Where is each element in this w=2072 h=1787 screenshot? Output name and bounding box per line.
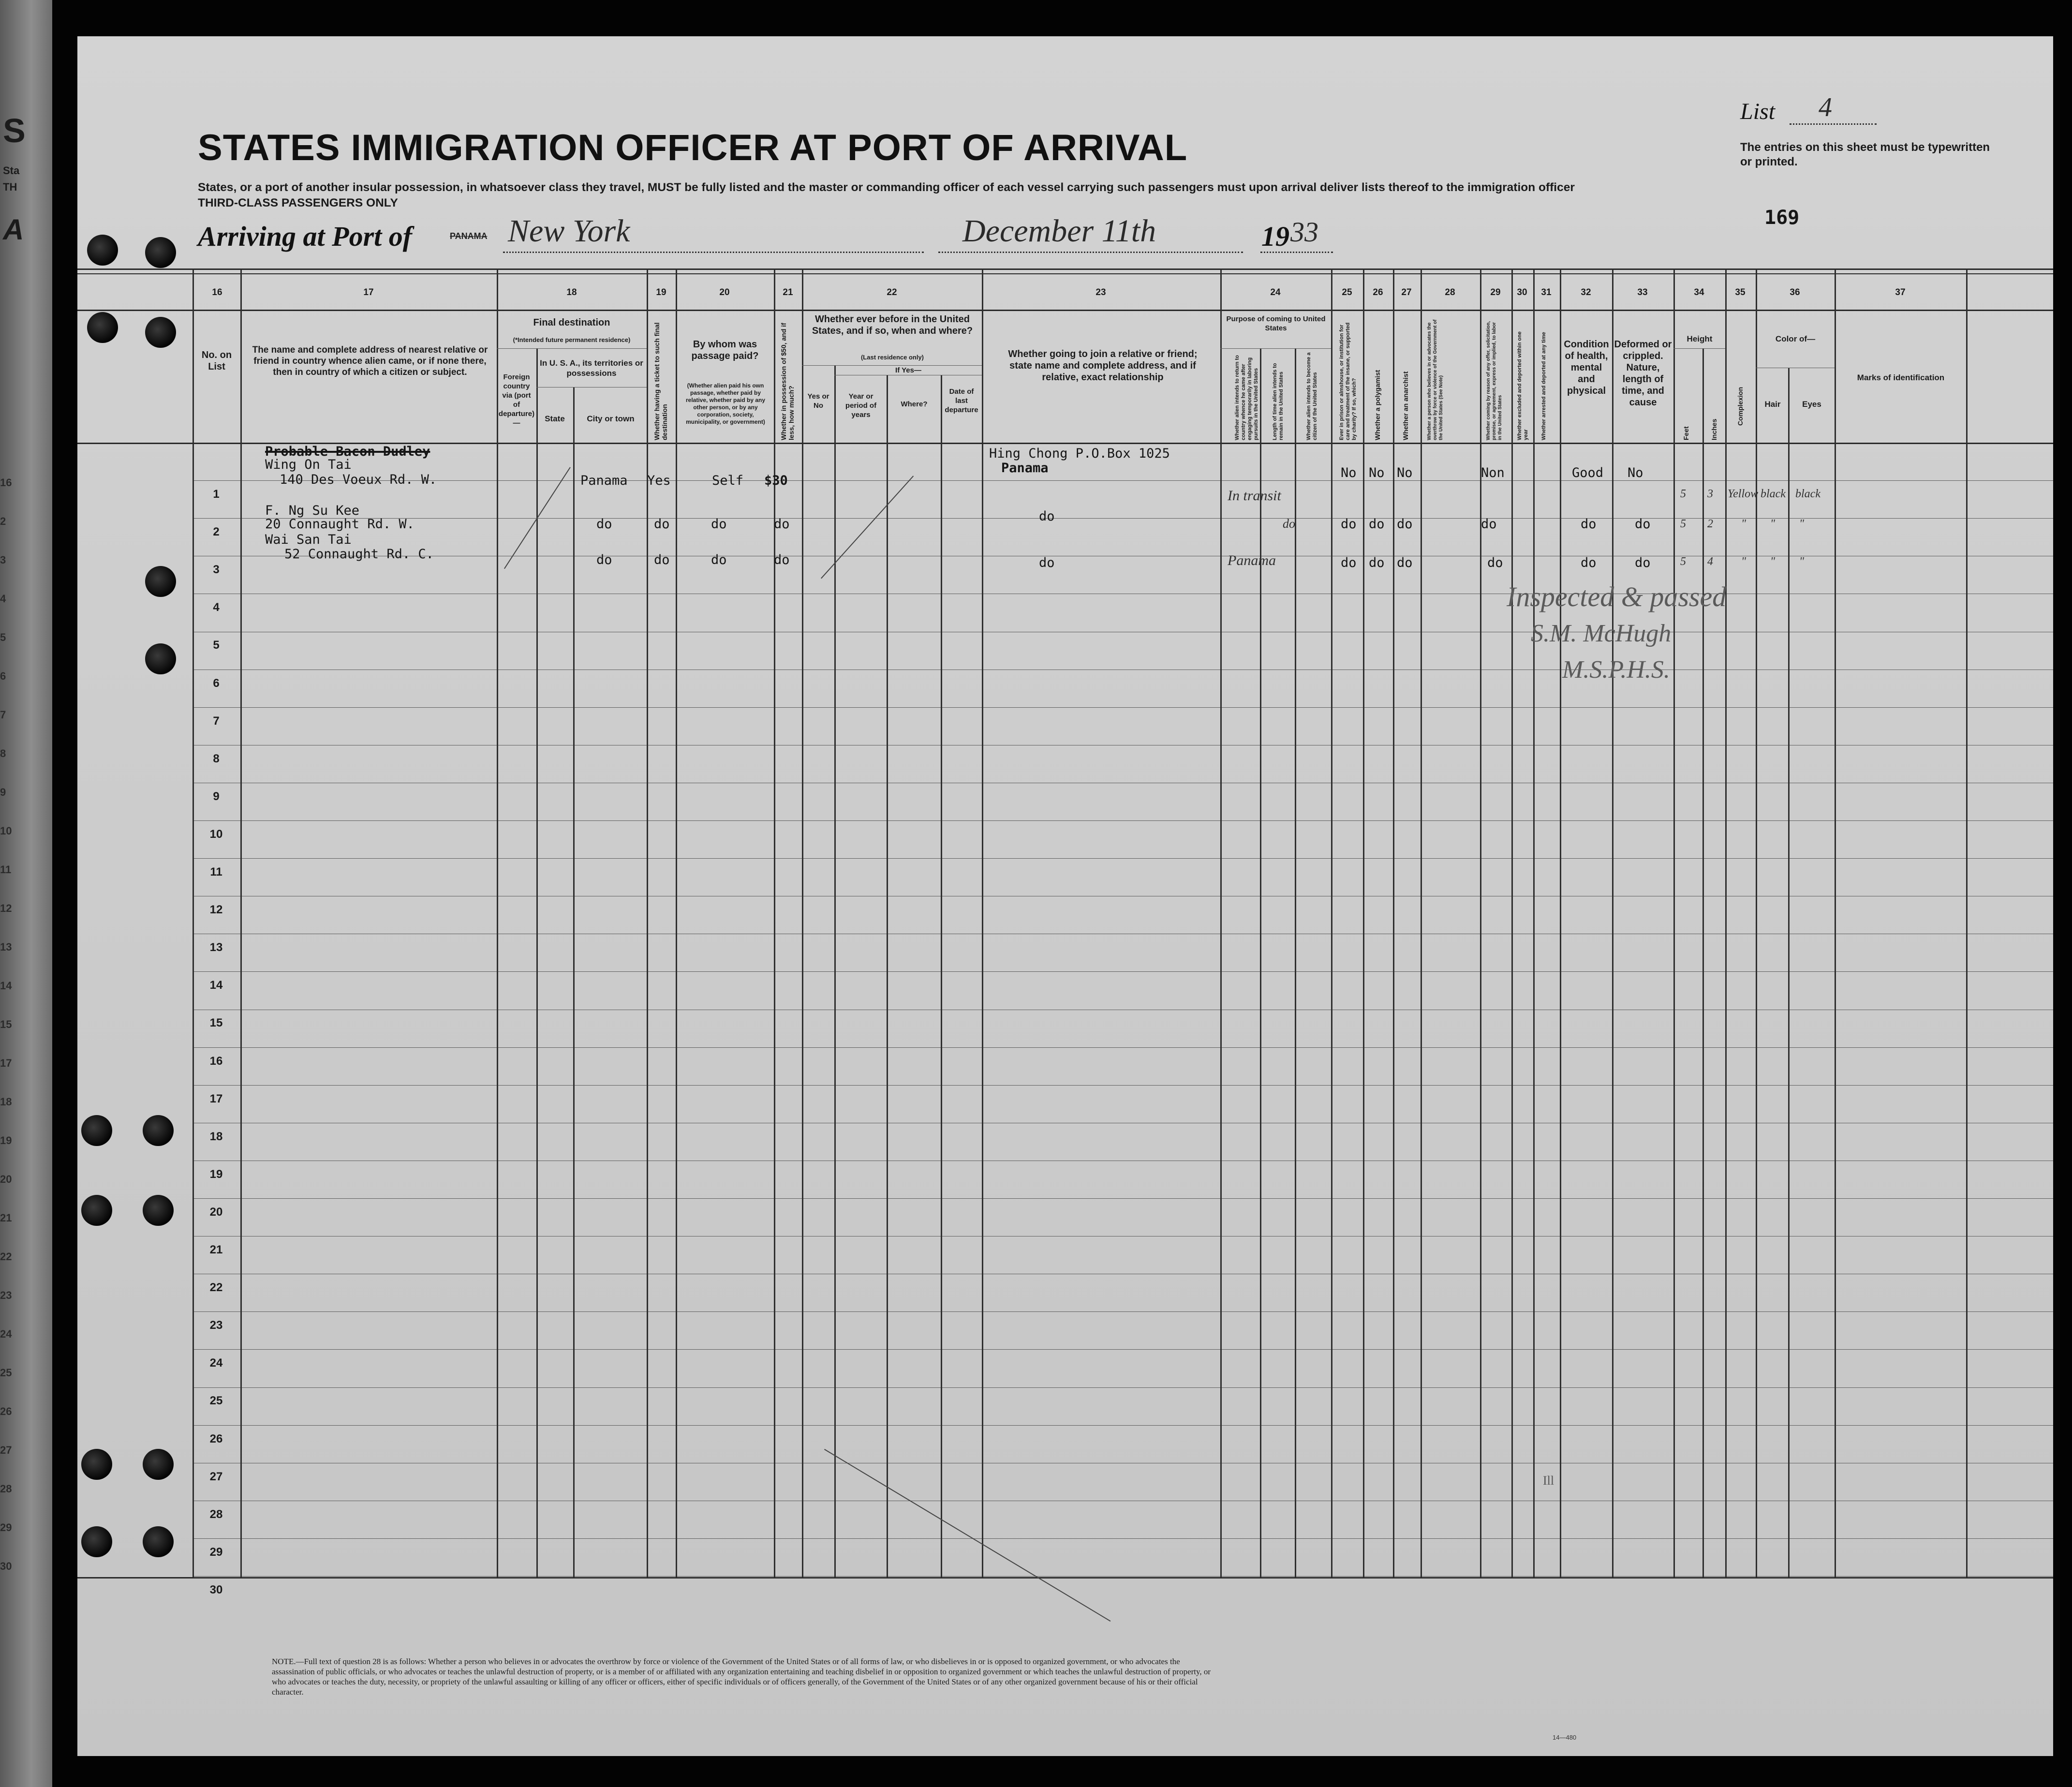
faint-stamp: Ill [1543,1474,1554,1488]
sheet-number: 169 [1764,207,1800,229]
passenger-class: THIRD-CLASS PASSENGERS ONLY [198,196,398,209]
margin-row-number: 18 [0,1096,12,1108]
column-number: 25 [1342,287,1352,298]
row1-deformed: No [1628,465,1643,480]
header-money: Whether in possession of $50, and if less, how much? [780,323,795,440]
row3-purpose: Panama [1228,552,1276,568]
list-number: 4 [1819,92,1832,122]
row3-feet: 5 [1680,555,1686,568]
header-color-of: Color of— [1775,334,1816,343]
row3-ticket: do [654,552,670,567]
row-number: 4 [213,601,220,614]
port-printed-struck: PANAMA [450,231,488,241]
row2-q25: do [1341,517,1357,532]
row1-feet: 5 [1680,488,1686,500]
footer-note: NOTE.—Full text of question 28 is as follows: Whether a person who believes in or advocates the overthrow by force or violence of the Government of the United States or of all forms of law, or who disbelieves in or is opposed to organized government, or who advocates the assassination of public officials, or who advocates or teaches the unlawful destruction of property, or is a member of or affiliated with any organization entertaining and teaching disbelief in or opposition to organized government or which teaches the unlawful destruction of property, or who advocates or teaches the duty, necessity, or propriety of the unlawful assaulting or killing of any officer or officers, either of specific individuals or of officers generally, of the Government of the United States or of any other organized government because of his or their official character. [272,1657,1211,1697]
row-rule [192,971,2053,972]
column-rule [1331,268,1332,1577]
row-number: 28 [209,1508,223,1521]
column-rule [192,268,194,1577]
row-number: 9 [213,790,220,803]
margin-row-number: 4 [0,593,6,605]
row-number: 27 [209,1470,223,1483]
header-excluded-deported: Whether excluded and deported within one year [1517,331,1529,440]
row2-eyes: " [1799,518,1805,530]
port-dotted-line [503,252,924,253]
header-last-departure: Date of last departure [945,387,978,414]
column-rule [647,268,648,1577]
margin-row-number: 17 [0,1057,12,1069]
row1-q26: No [1369,465,1385,480]
margin-row-number: 20 [0,1173,12,1185]
header-marks: Marks of identification [1857,373,1945,382]
column-number: 34 [1694,287,1704,298]
margin-row-number: 28 [0,1483,12,1495]
port-handwritten: New York [508,213,630,249]
row1-paid-by: Self [712,473,744,488]
row2-relative-name: F. Ng Su Kee [265,503,360,518]
column-number: 21 [783,287,793,298]
column-number: 18 [566,287,577,298]
row-number: 6 [213,677,220,690]
margin-row-number: 16 [0,477,12,489]
row-number: 11 [210,865,222,879]
row2-q29: do [1481,517,1497,532]
margin-row-number: 7 [0,709,6,721]
row-number: 13 [209,941,223,954]
header-join-relative: Whether going to join a relative or friend; state name and complete address, and if relative, exact relationship [1008,349,1198,383]
column-number: 20 [719,287,730,298]
header-purpose: Purpose of coming to United States [1226,315,1326,332]
column-number: 33 [1637,287,1648,298]
row2-deformed: do [1635,517,1651,532]
header-passage-paid-note: (Whether alien paid his own passage, whether paid by relative, whether paid by any other person, or by any corporation, society, municipality, or government) [685,382,766,425]
header-become-citizen: Whether alien intends to become a citizen of the United States [1306,352,1318,440]
row-number: 22 [209,1281,223,1294]
row-number: 29 [209,1546,223,1559]
header-no-on-list: No. on List [201,350,232,372]
row1-health: Good [1572,465,1604,480]
column-rule [982,268,983,1577]
prev-page-letter: TH [3,181,17,193]
row-number: 5 [213,639,220,652]
row-number: 15 [209,1016,223,1029]
form-number: 14—480 [1553,1734,1577,1741]
column-rule [1533,268,1535,1577]
row-number: 19 [209,1168,223,1181]
table-bottom-rule [77,1577,2053,1579]
margin-row-number: 2 [0,515,6,527]
margin-row-number: 14 [0,980,12,992]
row1-q29: Non [1481,465,1505,480]
binder-hole [81,1115,112,1146]
row3-deformed: do [1635,555,1651,570]
row-number: 7 [213,715,220,728]
margin-row-number: 23 [0,1289,12,1301]
margin-row-number: 30 [0,1560,12,1572]
header-final-destination-note: (*Intended future permanent residence) [513,336,631,343]
row1-money: $30 [764,473,788,488]
header-if-yes: If Yes— [895,366,921,374]
header-intends-return: Whether alien intends to return to country whence he came after engaging temporarily in laboring pursuits in the United States [1234,355,1259,440]
header-state: State [545,414,565,423]
row-rule [192,1349,2053,1350]
margin-row-number: 6 [0,670,6,682]
header-feet: Feet [1682,426,1690,440]
margin-row-number: 8 [0,747,6,759]
row-number: 8 [213,752,220,765]
year-handwritten: 33 [1290,216,1318,248]
prev-page-letter: Sta [3,164,20,177]
row-number: 2 [213,525,220,538]
row1-join-city: Panama [1001,461,1049,476]
row-rule [192,1538,2053,1539]
row2-health: do [1581,517,1597,532]
header-city-town: City or town [587,414,635,423]
row3-relative-address: 52 Connaught Rd. C. [284,547,434,562]
column-rule [1393,268,1394,1577]
binder-hole [143,1526,174,1557]
header-ticket: Whether having a ticket to such final destination [653,322,668,440]
row2-feet: 5 [1680,518,1686,530]
margin-row-number: 29 [0,1521,12,1534]
row1-complexion: Yellow [1728,488,1759,500]
row2-q26: do [1369,517,1385,532]
row3-paid-by: do [711,552,727,567]
row3-relative-name: Wai San Tai [265,532,352,547]
prev-page-letter: A [3,213,24,246]
margin-row-number: 9 [0,786,6,798]
binder-hole [81,1449,112,1480]
column-rule [1966,268,1968,1577]
column-rule [774,268,775,1577]
column-number: 29 [1490,287,1501,298]
row2-hair: " [1770,518,1776,530]
header-prison-charity: Ever in prison or almshouse, or institution for care and treatment of the insane, or supported by charity? If so, which? [1339,322,1357,440]
row-rule [192,1047,2053,1048]
row2-money: do [774,517,790,532]
row-number: 24 [209,1356,223,1370]
row2-inches: 2 [1707,518,1713,530]
column-rule [1788,368,1790,1577]
row-number: 14 [209,979,223,992]
row1-relative-address: 140 Des Voeux Rd. W. [280,472,437,487]
row-rule [192,1085,2053,1086]
date-handwritten: December 11th [962,213,1156,249]
row-number: 3 [213,563,220,576]
column-rule [1756,268,1757,1577]
margin-row-number: 12 [0,902,12,914]
inspection-note-line2: S.M. McHugh [1531,620,1672,647]
row1-eyes: black [1795,488,1820,500]
row1-struck-text: Probable Bacon Dudley [265,444,430,459]
column-rule [834,365,836,1577]
binder-hole [81,1526,112,1557]
margin-row-number: 27 [0,1444,12,1456]
row2-purpose: do [1283,517,1295,531]
column-rule [941,375,942,1577]
column-number: 30 [1517,287,1527,298]
column-rule [1220,268,1222,1577]
margin-row-number: 22 [0,1251,12,1263]
column-rule [1612,268,1613,1577]
row-rule [192,858,2053,859]
margin-row-number: 5 [0,631,6,643]
binder-hole [143,1115,174,1146]
row-rule [192,1198,2053,1199]
binder-hole [87,235,118,266]
row-rule [192,1425,2053,1426]
header-labor-offer: Whether coming by reason of any offer, solicitation, promise, or agreement, express or implied, to labor in the United States [1486,321,1503,440]
column-number: 22 [887,287,897,298]
margin-row-number: 19 [0,1134,12,1147]
column-number: 27 [1401,287,1412,298]
row3-health: do [1581,555,1597,570]
row2-q27: do [1397,517,1413,532]
row-number: 12 [209,903,223,916]
row-rule [192,707,2053,708]
header-foreign-country: Foreign country via (port of departure)— [498,373,535,427]
binder-hole [145,643,176,674]
list-dotted-line [1790,123,1877,125]
row-rule [192,480,2053,481]
row3-money: do [774,552,790,567]
header-final-destination: Final destination [533,317,610,328]
column-rule [1560,268,1561,1577]
column-rule [1295,348,1296,1577]
row1-ticket: Yes [647,473,671,488]
list-label: List [1740,99,1776,124]
header-anarchist: Whether an anarchist [1402,371,1409,440]
row-number: 17 [209,1092,223,1105]
binder-hole [81,1195,112,1226]
header-health: Condition of health, mental and physical [1564,339,1609,396]
header-relative-address: The name and complete address of nearest relative or friend in country whence alien came, or if none there, then in country of which a citizen or subject. [252,345,488,377]
column-number: 36 [1790,287,1800,298]
column-number: 24 [1270,287,1281,298]
column-rule [497,268,498,1577]
column-rule [240,268,242,1577]
margin-row-number: 26 [0,1405,12,1417]
margin-row-number: 25 [0,1367,12,1379]
column-rule [676,268,677,1577]
row1-join: Hing Chong P.O.Box 1025 [989,446,1170,461]
column-rule [573,387,575,1577]
prev-page-letter: S [3,112,26,149]
column-number: 31 [1541,287,1552,298]
row2-relative-address: 20 Connaught Rd. W. [265,517,414,532]
margin-row-number: 13 [0,941,12,953]
header-height: Height [1687,334,1713,343]
column-rule [1835,268,1836,1577]
column-number: 35 [1735,287,1746,298]
row1-q27: No [1397,465,1413,480]
row2-city: do [596,517,612,532]
column-number: 19 [656,287,666,298]
header-arrested-deported: Whether arrested and deported at any time [1541,332,1547,440]
row-number: 23 [209,1319,223,1332]
binder-hole [145,237,176,268]
row1-q25: No [1341,465,1357,480]
margin-row-number: 21 [0,1212,12,1224]
margin-row-number: 3 [0,554,6,566]
row3-hair: " [1770,555,1776,568]
binder-hole [145,566,176,597]
row2-complexion: " [1741,518,1746,530]
row-number: 20 [209,1206,223,1219]
row1-purpose: In transit [1228,488,1281,504]
header-deformed: Deformed or crippled. Nature, length of time, and cause [1614,339,1672,408]
row-rule [192,1311,2053,1312]
date-dotted-line [938,252,1243,253]
binder-hole [87,312,118,343]
arriving-label: Arriving at Port of [198,221,413,252]
row-number: 10 [209,828,223,841]
header-yes-no: Yes or No [807,392,829,410]
row3-q26: do [1369,555,1385,570]
header-length-of-stay: Length of time alien intends to remain in the United States [1272,363,1284,440]
row-rule [192,820,2053,821]
row3-eyes: " [1799,555,1805,568]
column-rule [887,375,888,1577]
row3-city: do [596,552,612,567]
row3-inches: 4 [1707,555,1713,568]
header-complexion: Complexion [1736,387,1744,426]
header-overthrow: Whether a person who believes in or advocates the overthrow by force or violence of the Government of the United States (See Note) [1427,319,1444,440]
header-hair: Hair [1764,400,1781,409]
inspection-note-line1: Inspected & passed [1507,581,1727,612]
header-where: Where? [901,400,928,408]
row1-city: Panama [580,473,628,488]
column-number: 23 [1095,287,1106,298]
row3-q29: do [1487,555,1503,570]
row2-ticket: do [654,517,670,532]
binder-hole [143,1449,174,1480]
row-number: 30 [209,1583,223,1596]
page-title: STATES IMMIGRATION OFFICER AT PORT OF ARRIVAL [198,127,1188,168]
row3-join: do [1039,555,1055,570]
column-rule [1480,268,1481,1577]
header-ever-before-us: Whether ever before in the United States, and if so, when and where? [812,314,973,336]
column-number: 26 [1373,287,1383,298]
header-polygamist: Whether a polygamist [1374,370,1381,440]
row1-relative-name: Wing On Tai [265,457,352,472]
header-inches: Inches [1710,418,1718,440]
header-last-residence: (Last residence only) [860,354,924,361]
column-number: 37 [1895,287,1906,298]
column-number: 32 [1581,287,1591,298]
row2-paid-by: do [711,517,727,532]
year-dotted-line [1260,252,1333,253]
column-rule [1511,268,1513,1577]
entries-note: The entries on this sheet must be typewritten or printed. [1740,141,1990,168]
row-number: 21 [209,1243,223,1256]
header-passage-paid: By whom was passage paid? [691,339,759,361]
column-rule [1363,268,1364,1577]
row-rule [192,1576,2053,1577]
margin-row-number: 15 [0,1018,12,1030]
row1-hair: black [1761,488,1786,500]
column-rule [1260,348,1261,1577]
column-number: 16 [212,287,222,298]
column-rule [1725,268,1727,1577]
row3-complexion: " [1741,555,1746,568]
row3-q27: do [1397,555,1413,570]
row3-q25: do [1341,555,1357,570]
row-number: 18 [209,1130,223,1143]
column-number: 17 [363,287,374,298]
sub-header-rule [1220,348,1331,349]
instruction-note: States, or a port of another insular possession, in whatsoever class they travel, MUST be fully listed and the master or commanding officer of each vessel carrying such passengers must upon arrival deliver lists thereof to the immigration officer [198,181,1575,194]
margin-row-number: 11 [0,864,12,876]
column-rule [1421,268,1422,1577]
column-number: 28 [1445,287,1455,298]
row-number: 25 [209,1394,223,1407]
sub-header-rule [1673,348,1725,349]
row-number: 16 [209,1055,223,1068]
row-number: 1 [213,488,220,501]
column-rule [536,348,538,1577]
margin-row-number: 24 [0,1328,12,1340]
header-eyes: Eyes [1802,400,1821,409]
header-year-period: Year or period of years [845,392,877,419]
sub-header-rule [497,348,647,349]
row2-join: do [1039,509,1055,524]
row1-inches: 3 [1707,488,1713,500]
header-in-usa: In U. S. A., its territories or possessions [540,358,643,378]
row-number: 26 [209,1432,223,1445]
margin-row-number: 10 [0,825,12,837]
column-rule [802,268,803,1577]
row-rule [192,1387,2053,1388]
column-rule [1702,348,1704,1577]
column-rule [1673,268,1675,1577]
year-prefix: 19 [1261,221,1289,252]
binder-hole [145,317,176,348]
binder-hole [143,1195,174,1226]
inspection-note-line3: M.S.P.H.S. [1562,656,1670,684]
previous-page-edge [0,0,52,1787]
